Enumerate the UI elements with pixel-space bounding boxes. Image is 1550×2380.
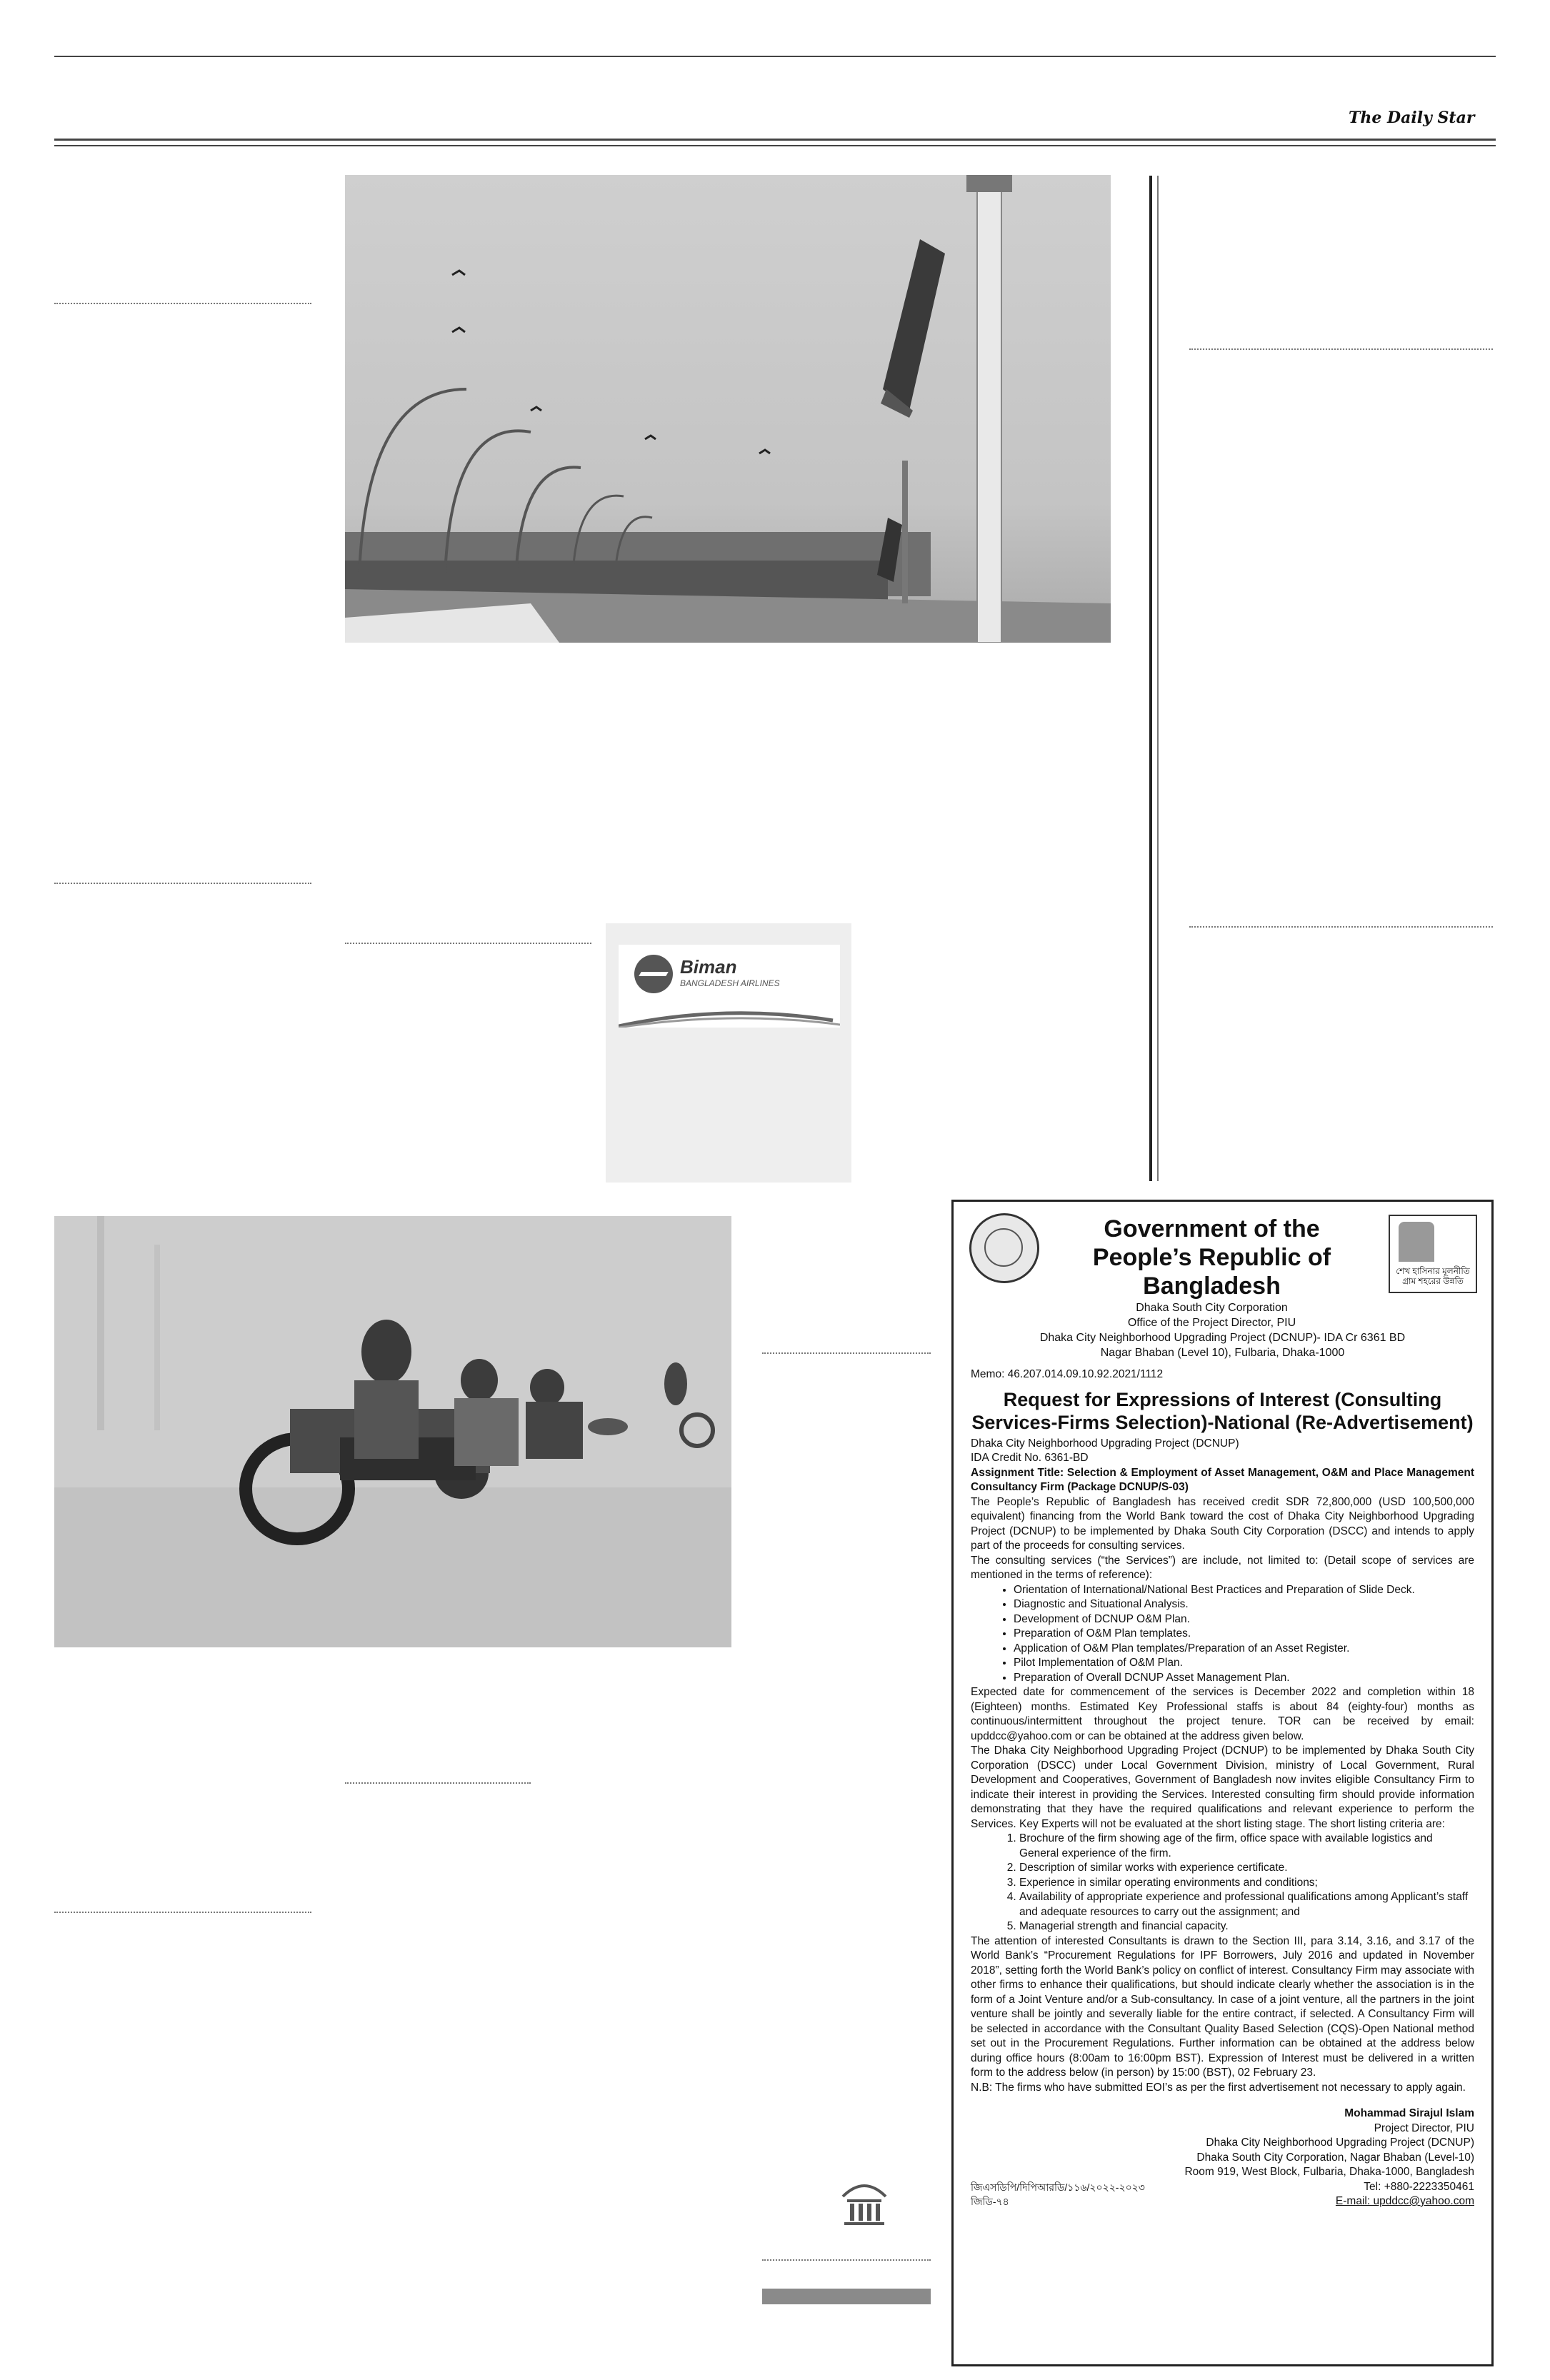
foggy-road-photo bbox=[54, 1216, 731, 1647]
list-item: • Diagnostic and Situational Analysis. bbox=[1014, 1597, 1474, 1612]
org-line: Nagar Bhaban (Level 10), Fulbaria, Dhaka-1000 bbox=[1100, 1347, 1345, 1359]
list-item: 2. Description of similar works with experience certificate. bbox=[1019, 1861, 1474, 1876]
invitation-paragraph: The Dhaka City Neighborhood Upgrading Project (DCNUP) to be implemented by Dhaka South City Corporation (DSCC) under Local Government Division, ministry of Local Government, Rural Development and Cooperatives, Government of Bangladesh now invites eligible Consultancy Firm to indicate their interest in providing the Services. Interested consulting firm should provide information demonstrating that they have the required qualifications and relevant experience to perform the Services. Key Experts will not be evaluated at the short listing stage. The short listing criteria are: bbox=[971, 1744, 1474, 1830]
masthead-logo: The Daily Star bbox=[1349, 109, 1475, 127]
timeline-paragraph: Expected date for commencement of the services is December 2022 and completion within 18 (Eighteen) months. Estimated Key Professional staffs is about 84 (eighty-four) months as continuous/intermittent throughout the project tenure. TOR can be received by email: upddcc@yahoo.com or can be obtained at the address given below. bbox=[971, 1686, 1474, 1742]
list-item: 4. Availability of appropriate experience and professional qualifications among Applicant’s staff and adequate resources to carry out the assignment; and bbox=[1019, 1890, 1474, 1919]
org-line: Dhaka South City Corporation bbox=[1136, 1302, 1288, 1314]
separator-line bbox=[345, 943, 591, 944]
signatory-line: Tel: +880-2223350461 bbox=[1364, 2180, 1474, 2193]
list-item: • Orientation of International/National Best Practices and Preparation of Slide Deck. bbox=[1014, 1583, 1474, 1598]
separator-line bbox=[54, 883, 311, 884]
signatory-line: Project Director, PIU bbox=[1374, 2122, 1474, 2134]
signatory-line: Dhaka South City Corporation, Nagar Bhaban (Level-10) bbox=[1196, 2151, 1474, 2164]
signatory-line: Dhaka City Neighborhood Upgrading Project (DCNUP) bbox=[1206, 2137, 1474, 2149]
separator-line bbox=[1189, 348, 1493, 350]
list-item: 1. Brochure of the firm showing age of the firm, office space with available logistics and General experience of the firm. bbox=[1019, 1832, 1474, 1861]
org-line: Office of the Project Director, PIU bbox=[1127, 1317, 1296, 1329]
list-item: 3. Experience in similar operating environments and conditions; bbox=[1019, 1876, 1474, 1891]
portrait-icon bbox=[1399, 1222, 1434, 1262]
swoosh-icon bbox=[619, 1006, 840, 1028]
org-line: Dhaka City Neighborhood Upgrading Project (DCNUP)- IDA Cr 6361 BD bbox=[1039, 1332, 1406, 1344]
biman-emblem-icon bbox=[634, 955, 673, 993]
conflict-paragraph: The attention of interested Consultants is drawn to the Section III, para 3.14, 3.16, and 3.17 of the World Bank’s “Procurement Regulations for IPF Borrowers, July 2016 and updated in November 2018”, setting forth the World Bank’s policy on conflict of interest. Consultancy Firm may associate with other firms to enhance their qualifications, but should indicate clearly whether the association is in the form of a Joint Venture and/or a Sub-consultancy. In case of a joint venture, all the partners in the joint venture shall be jointly and severally liable for the entire contract, if selected. A Consultancy Firm will be selected in accordance with the Consultant Quality Based Selection (CQS)-Open National method set out in the Procurement Regulations. Further information can be obtained at the address below during office hours (8:00am to 16:00pm BST). Expression of Interest must be delivered in a written form to the address below (in person) by 15:00 (BST), 02 February 23. bbox=[971, 1934, 1474, 2079]
signatory-email[interactable]: E-mail: upddcc@yahoo.com bbox=[1335, 2195, 1474, 2207]
biman-brand: Biman bbox=[680, 956, 737, 978]
govt-title: Government of the People’s Republic of Bangladesh bbox=[1092, 1215, 1331, 1300]
slogan-text: শেখ হাসিনার মূলনীতি গ্রাম শহরের উন্নতি bbox=[1396, 1266, 1470, 1286]
eoi-advertisement bbox=[951, 1200, 1494, 2366]
eoi-title: Request for Expressions of Interest (Consulting Services-Firms Selection)-National (Re-Advertisement) bbox=[971, 1388, 1474, 1433]
biman-logo-card bbox=[619, 945, 840, 1028]
signatory-line: Room 919, West Block, Fulbaria, Dhaka-1000, Bangladesh bbox=[1184, 2166, 1474, 2178]
separator-line bbox=[54, 303, 311, 304]
list-item: • Application of O&M Plan templates/Preparation of an Asset Register. bbox=[1014, 1642, 1474, 1657]
signature-block bbox=[971, 2107, 1474, 2180]
footer-gray-bar bbox=[762, 2289, 931, 2304]
beach-photo-icon bbox=[345, 175, 1111, 643]
separator-line bbox=[345, 1782, 531, 1784]
list-item: • Development of DCNUP O&M Plan. bbox=[1014, 1612, 1474, 1627]
services-intro: The consulting services (“the Services”) are include, not limited to: (Detail scope of services are mentioned in the terms of reference): bbox=[971, 1554, 1474, 1581]
header-rule-1 bbox=[54, 139, 1496, 141]
criteria-list bbox=[999, 1832, 1474, 1934]
services-list bbox=[999, 1583, 1474, 1686]
separator-line bbox=[54, 1912, 311, 1913]
ref-code: জিএসডিপি/দিপিআরডি/১১৬/২০২২-২০২৩ bbox=[971, 2181, 1145, 2193]
assignment-title: Assignment Title: Selection & Employment of Asset Management, O&M and Place Management Consultancy Firm (Package DCNUP/S-03) bbox=[971, 1466, 1474, 1493]
signatory-name: Mohammad Sirajul Islam bbox=[1344, 2107, 1474, 2119]
separator-line bbox=[1189, 926, 1493, 928]
government-seal-icon bbox=[969, 1213, 1039, 1283]
top-rule bbox=[54, 56, 1496, 57]
column-divider bbox=[1149, 176, 1152, 1181]
list-item: • Preparation of O&M Plan templates. bbox=[1014, 1627, 1474, 1642]
separator-line bbox=[762, 2259, 931, 2261]
nb-note: N.B: The firms who have submitted EOI’s as per the first advertisement not necessary to apply again. bbox=[971, 2081, 1466, 2094]
beach-promenade-photo bbox=[345, 175, 1111, 643]
credit-number: IDA Credit No. 6361-BD bbox=[971, 1452, 1089, 1464]
separator-line bbox=[762, 1352, 931, 1354]
column-divider-thin bbox=[1157, 176, 1159, 1181]
foggy-road-photo-icon bbox=[54, 1216, 731, 1647]
header-rule-2 bbox=[54, 145, 1496, 146]
list-item: • Pilot Implementation of O&M Plan. bbox=[1014, 1656, 1474, 1671]
slogan-badge bbox=[1389, 1215, 1477, 1293]
list-item: • Preparation of Overall DCNUP Asset Management Plan. bbox=[1014, 1671, 1474, 1686]
project-name: Dhaka City Neighborhood Upgrading Project (DCNUP) bbox=[971, 1437, 1239, 1450]
mosque-logo-icon bbox=[836, 2171, 893, 2228]
biman-subtitle: BANGLADESH AIRLINES bbox=[680, 978, 780, 988]
biman-ad bbox=[606, 923, 851, 1183]
memo-number: Memo: 46.207.014.09.10.92.2021/1112 bbox=[971, 1368, 1164, 1380]
ref-code: জিডি-৭৪ bbox=[971, 2196, 1009, 2207]
financing-paragraph: The People’s Republic of Bangladesh has received credit SDR 72,800,000 (USD 100,500,000 equivalent) financing from the World Bank toward the cost of Dhaka City Neighborhood Upgrading Project (DCNUP) to be implemented by Dhaka South City Corporation (DSCC) and intends to apply part of the proceeds for consulting services. bbox=[971, 1495, 1474, 1552]
list-item: 5. Managerial strength and financial capacity. bbox=[1019, 1919, 1474, 1934]
